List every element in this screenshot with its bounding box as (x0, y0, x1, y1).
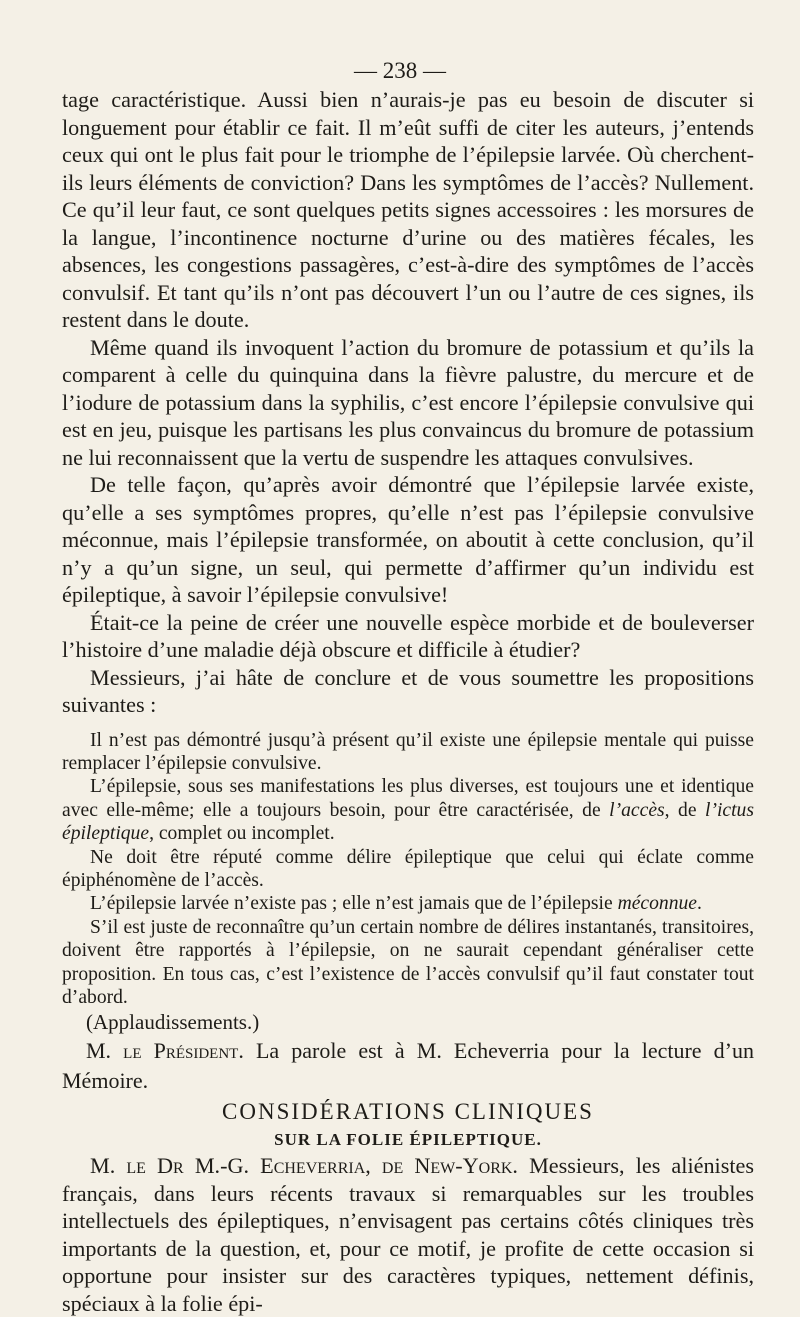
speaker-name: M. le Dr M.-G. Echeverria, de New-York. (90, 1153, 518, 1179)
president-line (62, 1036, 754, 1096)
paragraph: Était-ce la peine de créer une nouvelle espèce morbide et de bouleverser l’histoire d’une maladie déjà obscure et difficile à étudier? (62, 609, 754, 662)
section-title: CONSIDÉRATIONS CLINIQUES (222, 1099, 594, 1125)
proposition (62, 775, 754, 845)
paragraph (62, 1152, 754, 1317)
proposition-text: , de (664, 799, 705, 821)
propositions-list (62, 729, 754, 1010)
paragraph: tage caractéristique. Aussi bien n’aurais-je pas eu besoin de discuter si longuement pour établir ce fait. Il m’eût suffi de citer les auteurs, j’entends ceux qui ont le plus fait pour le triomphe de l’épilepsie larvée. Où cherchent-ils leurs éléments de conviction? Dans les symptômes de l’accès? Nullement. Ce qu’il leur faut, ce sont quelques petits signes accessoires : les morsures de la langue, l’incontinence nocturne d’urine ou des matières fécales, les absences, les congestions passagères, c’est-à-dire des symptômes de l’accès convulsif. Et tant qu’ils n’ont pas découvert l’un ou l’autre de ces signes, ils restent dans le doute. (62, 87, 754, 332)
paragraph: Même quand ils invoquent l’action du bromure de potassium et qu’ils la comparent à celle du quinquina dans la fièvre palustre, du mercure et de l’iodure de potassium dans la syphilis, c’est encore l’épilepsie convulsive qui est en jeu, puisque les partisans les plus convaincus du bromure de potassium ne lui reconnaissent que la vertu de suspendre les attaques convulsives. (62, 334, 754, 470)
president-label: M. le Président. (86, 1038, 244, 1064)
proposition-text: L’épilepsie, sous ses manifestations les plus diverses, est toujours une et identique avec elle-même; elle a toujours besoin, pour être caractérisée, de (62, 776, 754, 821)
proposition: S’il est juste de reconnaître qu’un certain nombre de délires instantanés, transitoires, doivent être rapportés à l’épilepsie, on ne saurait cependant généraliser cette proposition. En tous cas, c’est l’existence de l’accès convulsif qu’il faut constater tout d’abord. (62, 916, 754, 1008)
proposition-emphasis: l’accès (609, 799, 665, 821)
paragraph: De telle façon, qu’après avoir démontré que l’épilepsie larvée existe, qu’elle a ses symptômes propres, qu’elle n’est pas l’épilepsie convulsive méconnue, mais l’épilepsie transformée, on aboutit à cette conclusion, qu’il n’y a qu’un signe, un seul, qui permette d’affirmer qu’un individu est épileptique, à savoir l’épilepsie convulsive! (62, 472, 754, 607)
section-subtitle: SUR LA FOLIE ÉPILEPTIQUE. (274, 1130, 542, 1150)
proposition-text: L’épilepsie larvée n’existe pas ; elle n’est jamais que de l’épilepsie (90, 893, 618, 915)
proposition-emphasis: méconnue (617, 893, 698, 915)
page-number: — 238 — (354, 58, 446, 83)
proposition: Il n’est pas démontré jusqu’à présent qu’il existe une épilepsie mentale qui puisse remplacer l’épilepsie convulsive. (62, 729, 754, 774)
proposition-text: . (697, 893, 702, 915)
paragraph: Messieurs, j’ai hâte de conclure et de vous soumettre les propositions suivantes : (62, 664, 754, 717)
president-text: La parole est à M. Echeverria pour la lecture d’un Mémoire. (62, 1038, 754, 1094)
proposition: Ne doit être réputé comme délire épileptique que celui qui éclate comme épiphénomène de l’accès. (62, 846, 754, 891)
proposition-emphasis: l’ictus épileptique (62, 799, 754, 845)
proposition-text: , complet ou incomplet. (149, 823, 335, 845)
proposition (62, 892, 754, 915)
body-text (62, 86, 754, 1317)
applause-note: (Applaudissements.) (86, 1010, 260, 1035)
paragraph-text: Messieurs, les aliénistes français, dans leurs récents travaux si remarquables sur les troubles intellectuels des épileptiques, n’envisagent pas certains côtés cliniques très importants de la question, et, pour ce motif, je profite de cette occasion si opportune pour insister sur des caractères typiques, nettement définis, spéciaux à la folie épi- (62, 1153, 754, 1316)
